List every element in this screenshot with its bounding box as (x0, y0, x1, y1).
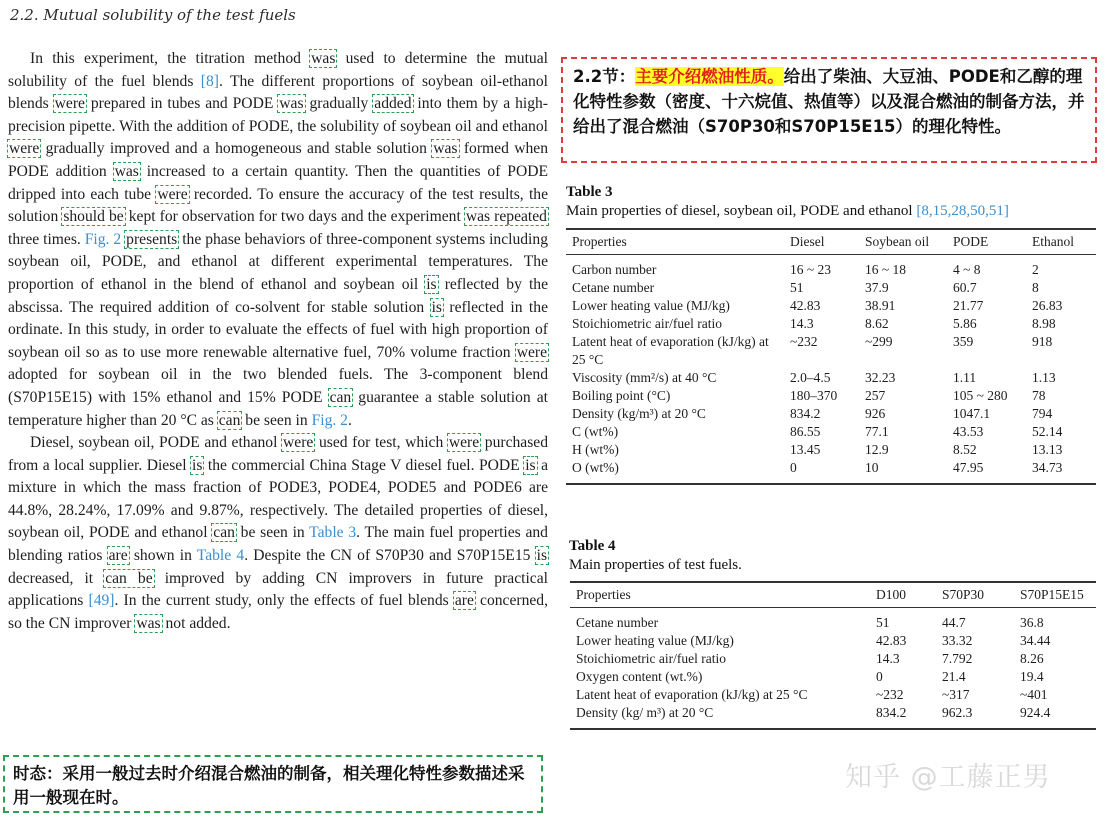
text-segment: used for test, which (314, 434, 448, 452)
highlighted-verb: were (283, 434, 314, 452)
highlighted-verb: was (433, 140, 458, 158)
table4-header-cell: S70P30 (942, 587, 985, 602)
highlighted-verb: can (213, 524, 235, 542)
highlighted-verb: can (329, 388, 352, 406)
text-segment: reflected by the abscissa. The required addition of co-solvent for stable solution (8, 275, 548, 316)
text-segment: used to determine the mutual solubility of the fuel blends (8, 50, 548, 90)
table-cell: 2 (1032, 262, 1039, 277)
table-row (570, 650, 1096, 668)
highlighted-verb: was repeated (465, 208, 547, 226)
table-cell: 834.2 (876, 705, 907, 720)
table-cell: 1.11 (953, 370, 977, 385)
table-cell: 0 (876, 669, 883, 684)
highlighted-verb: is (536, 547, 548, 565)
table-cell: 926 (865, 406, 886, 421)
table-row (566, 423, 1096, 441)
table-cell: Lower heating value (MJ/kg) (572, 298, 730, 313)
table4-header-cell: Properties (576, 587, 631, 602)
table-row (566, 315, 1096, 333)
text-segment: . (347, 411, 352, 429)
table-cell: 5.86 (953, 316, 977, 331)
table-cell: 78 (1032, 388, 1046, 403)
highlighted-verb: were (54, 95, 85, 113)
text-segment: reflected in the ordinate. In this study, in order to evaluate the effects of fuel with high proportion of soybean oil so as to use more renewable alternative fuel, 70% volume fraction (8, 298, 548, 361)
table-4 (570, 581, 1096, 730)
table3-header-cell: Soybean oil (865, 234, 930, 249)
table3-caption-refs[interactable]: [8,15,28,50,51] (916, 203, 1009, 219)
text-segment: prepared in tubes and PODE (85, 95, 279, 113)
highlighted-verb: presents (126, 230, 178, 248)
highlighted-verb: was (279, 95, 304, 113)
text-segment: improved by adding CN improvers in future practical applications (8, 569, 548, 610)
table-row (566, 459, 1096, 484)
table-cell: Cetane number (576, 615, 659, 630)
text-segment: guarantee a stable solution at temperature higher than 20 °C as (8, 388, 548, 429)
table-cell: 257 (865, 388, 886, 403)
table-row (570, 686, 1096, 704)
text-segment: . Despite the CN of S70P30 and S70P15E15 (244, 547, 536, 565)
reference-link[interactable]: Fig. 2 (84, 230, 122, 248)
table-cell: Lower heating value (MJ/kg) (576, 633, 734, 648)
reference-link[interactable]: [49] (88, 592, 115, 610)
table-row (566, 369, 1096, 387)
table-cell: Boiling point (°C) (572, 388, 671, 403)
text-segment: the phase behaviors of three-component systems including soybean oil, PODE, and ethanol at different experimental temperatures. The proportion of ethanol in the blend of ethanol and soybean oil (8, 230, 548, 293)
text-segment: . The main fuel properties and blending ratios (8, 524, 548, 565)
highlighted-verb: are (108, 547, 128, 565)
highlighted-verb: is (431, 298, 442, 316)
table-cell: 16 ~ 23 (790, 262, 832, 277)
text-segment: kept for observation for two days and the experiment (124, 208, 465, 226)
table-cell: 8.98 (1032, 316, 1056, 331)
paragraph-1 (8, 48, 548, 432)
text-segment: a mixture in which the mass fraction of PODE3, PODE4, PODE5 and PODE6 are 44.8%, 28.24%, 17.09% and 9.87%, respectively. The detailed properties of diesel, soybean oil, PODE and ethanol (8, 456, 548, 542)
text-segment: increased to a certain quantity. Then the quantities of PODE dripped into each tube (8, 162, 549, 203)
table-cell: 918 (1032, 334, 1053, 349)
table-cell: 32.23 (865, 370, 896, 385)
highlighted-verb: is (525, 456, 536, 474)
table-cell: 16 ~ 18 (865, 262, 907, 277)
table-row (566, 405, 1096, 423)
table-cell: ~401 (1020, 687, 1048, 702)
table-cell: 47.95 (953, 460, 984, 475)
table3-caption: Main properties of diesel, soybean oil, PODE and ethanol [8,15,28,50,51] (566, 203, 1009, 219)
table-cell: 180–370 (790, 388, 838, 403)
table4-header-cell: S70P15E15 (1020, 587, 1084, 602)
text-segment: purchased from a local supplier. Diesel (8, 434, 549, 474)
text-segment: shown in (128, 547, 197, 565)
table-cell: 77.1 (865, 424, 889, 439)
text-segment: adopted for soybean oil in the two blended fuels. The 3-component blend (S70P15E15) with 15% ethanol and 15% PODE (8, 366, 548, 406)
table-cell: Density (kg/ m³) at 20 °C (576, 705, 714, 720)
table-cell: C (wt%) (572, 424, 619, 439)
highlighted-verb: was (136, 614, 161, 632)
table-cell: 42.83 (790, 298, 821, 313)
table-cell: 21.77 (953, 298, 984, 313)
text-segment: the commercial China Stage V diesel fuel. PODE (203, 456, 525, 474)
table-cell: 4 ~ 8 (953, 262, 981, 277)
highlighted-verb: were (516, 343, 547, 361)
text-segment: not added. (161, 614, 231, 632)
highlighted-verb: can (218, 411, 241, 429)
section-heading: 2.2. Mutual solubility of the test fuels (10, 6, 296, 24)
annotation-note-top (561, 57, 1097, 163)
table-row (570, 608, 1096, 633)
table3-header-cell: PODE (953, 234, 989, 249)
table-cell: 86.55 (790, 424, 821, 439)
table-cell: 2.0–4.5 (790, 370, 831, 385)
note-top-highlight: 主要介绍燃油性质。 (635, 67, 784, 86)
table3-header-cell: Diesel (790, 234, 825, 249)
highlighted-verb: can be (105, 569, 153, 587)
table-cell: 1.13 (1032, 370, 1056, 385)
text-segment: . In the current study, only the effects of fuel blends (114, 592, 454, 610)
text-segment: . The different proportions of soybean oil-ethanol blends (8, 72, 548, 113)
text-segment: three times. (8, 230, 85, 248)
table3-header-cell: Properties (572, 234, 627, 249)
text-segment: formed when PODE addition (8, 140, 548, 180)
table-cell: ~232 (876, 687, 904, 702)
table-cell: 12.9 (865, 442, 889, 457)
table-cell: 42.83 (876, 633, 907, 648)
highlighted-verb: added (374, 95, 412, 113)
table-row (566, 387, 1096, 405)
table-cell: 60.7 (953, 280, 977, 295)
table-cell: 14.3 (876, 651, 900, 666)
table-row (566, 279, 1096, 297)
table-cell: 19.4 (1020, 669, 1044, 684)
text-segment: In this experiment, the titration method (30, 50, 311, 67)
reference-link[interactable]: Table 4 (196, 547, 245, 565)
table-cell: 43.53 (953, 424, 984, 439)
table-cell: 51 (790, 280, 804, 295)
table-row (570, 704, 1096, 729)
table-cell: 36.8 (1020, 615, 1044, 630)
highlighted-verb: were (157, 185, 188, 203)
table-cell: 26.83 (1032, 298, 1063, 313)
text-segment: Diesel, soybean oil, PODE and ethanol (30, 434, 283, 452)
text-segment: gradually improved and a homogeneous and stable solution (40, 140, 433, 158)
table-cell: 8.62 (865, 316, 889, 331)
table-cell: 105 ~ 280 (953, 388, 1008, 403)
table-cell: 38.91 (865, 298, 896, 313)
table-cell: Latent heat of evaporation (kJ/kg) at 25 °C (572, 334, 769, 367)
text-segment: concerned, so the CN improver (8, 592, 548, 632)
table-cell: Stoichiometric air/fuel ratio (572, 316, 722, 331)
table-cell: 0 (790, 460, 797, 475)
table-cell: 962.3 (942, 705, 973, 720)
table-cell: 8.52 (953, 442, 977, 457)
table-cell: Latent heat of evaporation (kJ/kg) at 25 °C (576, 687, 808, 702)
highlighted-verb: was (311, 50, 336, 67)
note-top-text: 给出了柴油、大豆油、PODE和乙醇的理化特性参数（密度、十六烷值、热值等）以及混合燃油的制备方法，并给出了混合燃油（S70P30和S70P15E15）的理化特性。 (573, 67, 1085, 136)
text-segment: be seen in (235, 524, 310, 542)
table-cell: 13.45 (790, 442, 821, 457)
table-cell: 8.26 (1020, 651, 1044, 666)
table4-label: Table 4 (569, 538, 616, 554)
table-cell: 21.4 (942, 669, 966, 684)
table-cell: Carbon number (572, 262, 657, 277)
table3-header-cell: Ethanol (1032, 234, 1074, 249)
table-cell: 10 (865, 460, 879, 475)
text-segment: be seen in (241, 411, 312, 429)
table-cell: 34.73 (1032, 460, 1063, 475)
note-top-prefix: 2.2节： (573, 67, 636, 86)
table-cell: 924.4 (1020, 705, 1051, 720)
table-cell: 37.9 (865, 280, 889, 295)
table-cell: 52.14 (1032, 424, 1063, 439)
table-row (570, 668, 1096, 686)
table-cell: 13.13 (1032, 442, 1063, 457)
table-cell: ~317 (942, 687, 970, 702)
text-segment: gradually (304, 95, 374, 113)
table4-header-cell: D100 (876, 587, 906, 602)
highlighted-verb: are (454, 592, 474, 610)
table-cell: 1047.1 (953, 406, 991, 421)
table-cell: Oxygen content (wt.%) (576, 669, 703, 684)
table3-header (566, 184, 1009, 220)
table-row (566, 297, 1096, 315)
table-row (566, 255, 1096, 280)
table-cell: 33.32 (942, 633, 973, 648)
table-cell: O (wt%) (572, 460, 619, 475)
table-cell: 8 (1032, 280, 1039, 295)
table4-header (569, 538, 742, 574)
text-segment: into them by a high-precision pipette. With the addition of PODE, the solubility of soybean oil and ethanol (8, 95, 548, 135)
table-cell: 34.44 (1020, 633, 1051, 648)
table-cell: 794 (1032, 406, 1053, 421)
table-cell: ~299 (865, 334, 893, 349)
table-row (566, 333, 1096, 369)
highlighted-verb: were (9, 140, 40, 158)
table-cell: Viscosity (mm²/s) at 40 °C (572, 370, 717, 385)
reference-link[interactable]: Fig. 2 (311, 411, 348, 429)
table-row (566, 441, 1096, 459)
table-cell: Density (kg/m³) at 20 °C (572, 406, 706, 421)
table-cell: Cetane number (572, 280, 655, 295)
highlighted-verb: should be (63, 208, 124, 226)
text-segment: decreased, it (8, 569, 105, 587)
body-text (8, 48, 548, 635)
highlighted-verb: was (114, 162, 139, 180)
reference-link[interactable]: Table 3 (309, 524, 357, 542)
table-cell: 51 (876, 615, 890, 630)
table-cell: 14.3 (790, 316, 814, 331)
highlighted-verb: is (426, 275, 437, 293)
highlighted-verb: were (448, 434, 480, 452)
paragraph-2 (8, 432, 548, 635)
reference-link[interactable]: [8] (200, 72, 219, 90)
table-cell: 44.7 (942, 615, 966, 630)
table-cell: H (wt%) (572, 442, 619, 457)
table-row (570, 632, 1096, 650)
table-cell: 359 (953, 334, 974, 349)
table-cell: Stoichiometric air/fuel ratio (576, 651, 726, 666)
table-cell: 834.2 (790, 406, 821, 421)
highlighted-verb: is (192, 456, 203, 474)
table4-caption: Main properties of test fuels. (569, 557, 742, 573)
annotation-note-bottom: 时态：采用一般过去时介绍混合燃油的制备，相关理化特性参数描述采用一般现在时。 (3, 755, 543, 813)
table3-label: Table 3 (566, 184, 613, 200)
watermark: 知乎 @工藤正男 (845, 762, 1051, 793)
table-cell: 7.792 (942, 651, 973, 666)
table-3 (566, 228, 1096, 485)
text-segment: recorded. To ensure the accuracy of the test results, the solution (8, 185, 548, 226)
table-cell: ~232 (790, 334, 818, 349)
